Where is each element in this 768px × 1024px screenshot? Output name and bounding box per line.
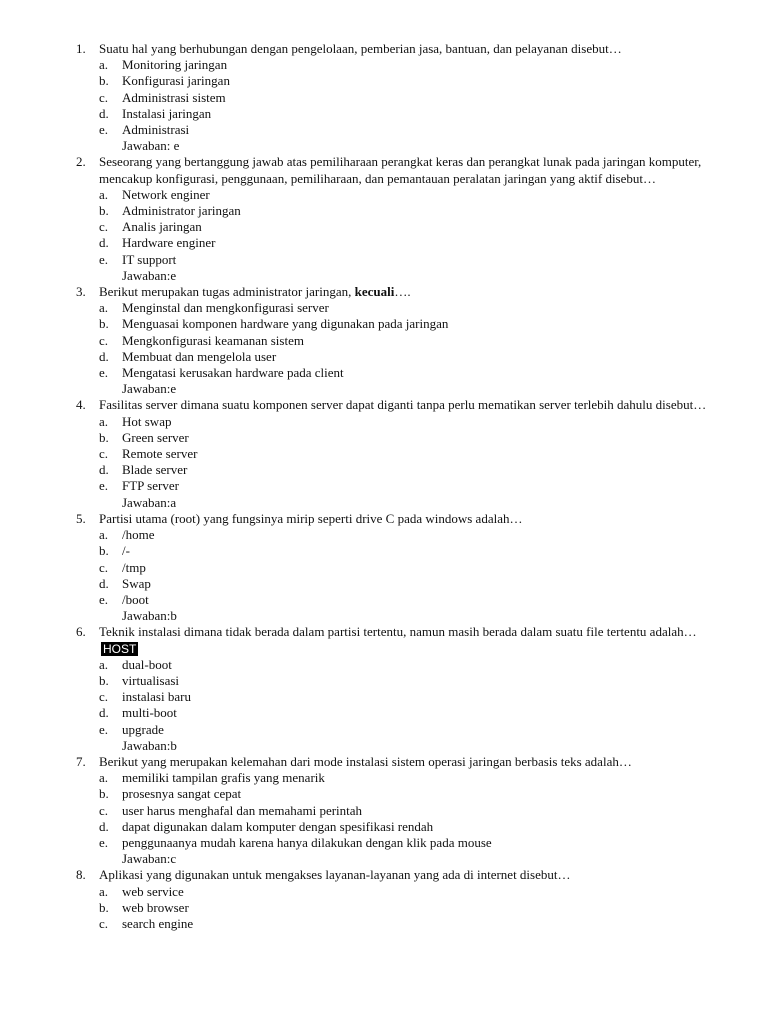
question-emphasis: kecuali	[354, 284, 395, 300]
option-letter: e.	[99, 122, 109, 138]
option-text: Menginstal dan mengkonfigurasi server	[122, 300, 329, 316]
option-letter: b.	[99, 203, 109, 219]
option-text: Administrasi sistem	[122, 89, 226, 105]
option-a	[0, 770, 768, 786]
question-text	[0, 511, 768, 527]
option-letter: e.	[99, 365, 109, 381]
option-b	[0, 786, 768, 802]
option-letter: c.	[99, 802, 109, 818]
option-c	[0, 446, 768, 462]
option-letter: b.	[99, 786, 109, 802]
option-list	[0, 770, 768, 851]
option-letter: c.	[99, 915, 109, 931]
option-a	[0, 187, 768, 203]
question-text	[0, 624, 768, 656]
option-text: penggunaanya mudah karena hanya dilakukan dengan klik pada mouse	[122, 834, 492, 850]
question-7	[0, 754, 768, 867]
option-list	[0, 657, 768, 738]
answer-key: Jawaban:e	[122, 267, 177, 283]
option-text: /tmp	[122, 559, 146, 575]
option-d	[0, 462, 768, 478]
option-letter: b.	[99, 316, 109, 332]
option-text: Swap	[122, 575, 151, 591]
option-letter: d.	[99, 575, 109, 591]
question-number: 6.	[76, 624, 86, 640]
option-text: Analis jaringan	[122, 219, 202, 235]
option-letter: e.	[99, 721, 109, 737]
option-text: Menguasai komponen hardware yang digunakan pada jaringan	[122, 316, 449, 332]
option-text: prosesnya sangat cepat	[122, 786, 242, 802]
host-highlight-badge: HOST	[103, 641, 137, 656]
option-c	[0, 803, 768, 819]
question-5	[0, 511, 768, 624]
question-number: 1.	[76, 41, 86, 56]
option-e	[0, 122, 768, 138]
option-text: Instalasi jaringan	[122, 105, 212, 121]
option-letter: c.	[99, 689, 109, 705]
option-c	[0, 689, 768, 705]
answer-key: Jawaban:b	[122, 737, 177, 753]
question-3	[0, 284, 768, 397]
question-number: 5.	[76, 510, 86, 526]
answer-key: Jawaban:a	[122, 494, 177, 510]
question-stem: Berikut yang merupakan kelemahan dari mode instalasi sistem operasi jaringan berbasis teks adalah…	[99, 753, 632, 769]
option-d	[0, 349, 768, 365]
option-letter: a.	[99, 300, 109, 316]
question-stem-end: ….	[394, 284, 411, 300]
question-stem: Partisi utama (root) yang fungsinya mirip seperti drive C pada windows adalah…	[99, 510, 523, 526]
option-c	[0, 90, 768, 106]
option-text: Hot swap	[122, 413, 172, 429]
option-d	[0, 235, 768, 251]
option-a	[0, 300, 768, 316]
option-text: dual-boot	[122, 656, 172, 672]
question-text	[0, 284, 768, 300]
option-b	[0, 430, 768, 446]
option-text: web browser	[122, 899, 189, 915]
question-text	[0, 154, 768, 186]
question-stem: Fasilitas server dimana suatu komponen server dapat diganti tanpa perlu mematikan server terlebih dahulu disebut…	[99, 397, 707, 413]
option-letter: b.	[99, 429, 109, 445]
option-text: /boot	[122, 591, 149, 607]
option-text: user harus menghafal dan memahami perintah	[122, 802, 363, 818]
option-text: Mengkonfigurasi keamanan sistem	[122, 332, 304, 348]
option-list	[0, 57, 768, 138]
option-list	[0, 187, 768, 268]
option-letter: c.	[99, 219, 109, 235]
option-text: web service	[122, 883, 184, 899]
option-text: Konfigurasi jaringan	[122, 73, 230, 89]
option-text: IT support	[122, 251, 177, 267]
option-letter: b.	[99, 543, 109, 559]
option-letter: c.	[99, 89, 109, 105]
question-stem: Suatu hal yang berhubungan dengan pengelolaan, pemberian jasa, bantuan, dan pelayanan disebut…	[99, 41, 622, 56]
option-e	[0, 835, 768, 851]
option-letter: d.	[99, 462, 109, 478]
question-number: 8.	[76, 867, 86, 883]
option-text: virtualisasi	[122, 672, 180, 688]
option-letter: b.	[99, 672, 109, 688]
option-text: Network enginer	[122, 186, 210, 202]
option-letter: d.	[99, 348, 109, 364]
option-text: multi-boot	[122, 705, 177, 721]
option-c	[0, 560, 768, 576]
option-e	[0, 592, 768, 608]
question-stem: Seseorang yang bertanggung jawab atas pemiliharaan perangkat keras dan perangkat lunak pada jaringan komputer, mencakup konfigurasi, penggunaan, pemiliharaan, dan pemantauan peralatan jaringan yang aktif disebut…	[99, 154, 702, 186]
option-text: Administrasi	[122, 122, 190, 138]
option-b	[0, 203, 768, 219]
option-c	[0, 333, 768, 349]
question-number: 4.	[76, 397, 86, 413]
option-text: FTP server	[122, 478, 179, 494]
question-1	[0, 41, 768, 154]
option-letter: d.	[99, 235, 109, 251]
option-text: Remote server	[122, 446, 198, 462]
option-letter: d.	[99, 818, 109, 834]
option-list	[0, 300, 768, 381]
question-number: 3.	[76, 284, 86, 300]
option-text: Blade server	[122, 462, 188, 478]
option-text: dapat digunakan dalam komputer dengan spesifikasi rendah	[122, 818, 434, 834]
question-text	[0, 397, 768, 413]
option-text: Hardware enginer	[122, 235, 216, 251]
option-letter: a.	[99, 57, 109, 73]
option-letter: a.	[99, 527, 109, 543]
question-number: 7.	[76, 753, 86, 769]
option-c	[0, 219, 768, 235]
question-stem: Teknik instalasi dimana tidak berada dalam partisi tertentu, namun masih berada dalam suatu file tertentu adalah…	[99, 624, 697, 640]
option-b	[0, 316, 768, 332]
option-letter: e.	[99, 251, 109, 267]
option-d	[0, 819, 768, 835]
question-stem: Berikut merupakan tugas administrator jaringan,	[99, 284, 355, 300]
option-letter: b.	[99, 899, 109, 915]
answer-key: Jawaban: e	[122, 138, 180, 154]
option-b	[0, 543, 768, 559]
answer-key: Jawaban:b	[122, 608, 177, 624]
option-letter: a.	[99, 770, 109, 786]
question-list	[0, 41, 768, 932]
option-letter: d.	[99, 705, 109, 721]
option-text: Green server	[122, 429, 189, 445]
question-2	[0, 154, 768, 284]
option-list	[0, 414, 768, 495]
option-d	[0, 106, 768, 122]
answer-key: Jawaban:e	[122, 381, 177, 397]
question-number: 2.	[76, 154, 86, 170]
option-text: memiliki tampilan grafis yang menarik	[122, 770, 325, 786]
option-b	[0, 73, 768, 89]
option-letter: a.	[99, 883, 109, 899]
option-letter: e.	[99, 478, 109, 494]
option-a	[0, 414, 768, 430]
option-text: /home	[122, 527, 155, 543]
question-text	[0, 867, 768, 883]
option-b	[0, 673, 768, 689]
option-letter: e.	[99, 834, 109, 850]
option-a	[0, 527, 768, 543]
option-letter: d.	[99, 105, 109, 121]
option-text: upgrade	[122, 721, 164, 737]
option-e	[0, 252, 768, 268]
option-text: Membuat dan mengelola user	[122, 348, 277, 364]
option-e	[0, 478, 768, 494]
option-letter: b.	[99, 73, 109, 89]
option-text: instalasi baru	[122, 689, 191, 705]
option-text: Monitoring jaringan	[122, 57, 228, 73]
option-text: /-	[122, 543, 130, 559]
answer-key: Jawaban:c	[122, 851, 177, 867]
option-e	[0, 722, 768, 738]
option-letter: c.	[99, 446, 109, 462]
option-text: Administrator jaringan	[122, 203, 241, 219]
option-a	[0, 657, 768, 673]
option-b	[0, 900, 768, 916]
option-d	[0, 576, 768, 592]
question-8	[0, 867, 768, 932]
option-letter: a.	[99, 656, 109, 672]
option-letter: e.	[99, 591, 109, 607]
option-letter: c.	[99, 332, 109, 348]
option-letter: a.	[99, 413, 109, 429]
question-4	[0, 397, 768, 510]
question-text	[0, 41, 768, 57]
option-text: search engine	[122, 915, 194, 931]
question-6	[0, 624, 768, 754]
option-e	[0, 365, 768, 381]
option-text: Mengatasi kerusakan hardware pada client	[122, 365, 344, 381]
option-letter: a.	[99, 186, 109, 202]
option-d	[0, 705, 768, 721]
option-a	[0, 57, 768, 73]
option-list	[0, 884, 768, 933]
option-c	[0, 916, 768, 932]
option-a	[0, 884, 768, 900]
question-text	[0, 754, 768, 770]
question-stem: Aplikasi yang digunakan untuk mengakses layanan-layanan yang ada di internet disebut…	[99, 867, 571, 883]
option-letter: c.	[99, 559, 109, 575]
option-list	[0, 527, 768, 608]
